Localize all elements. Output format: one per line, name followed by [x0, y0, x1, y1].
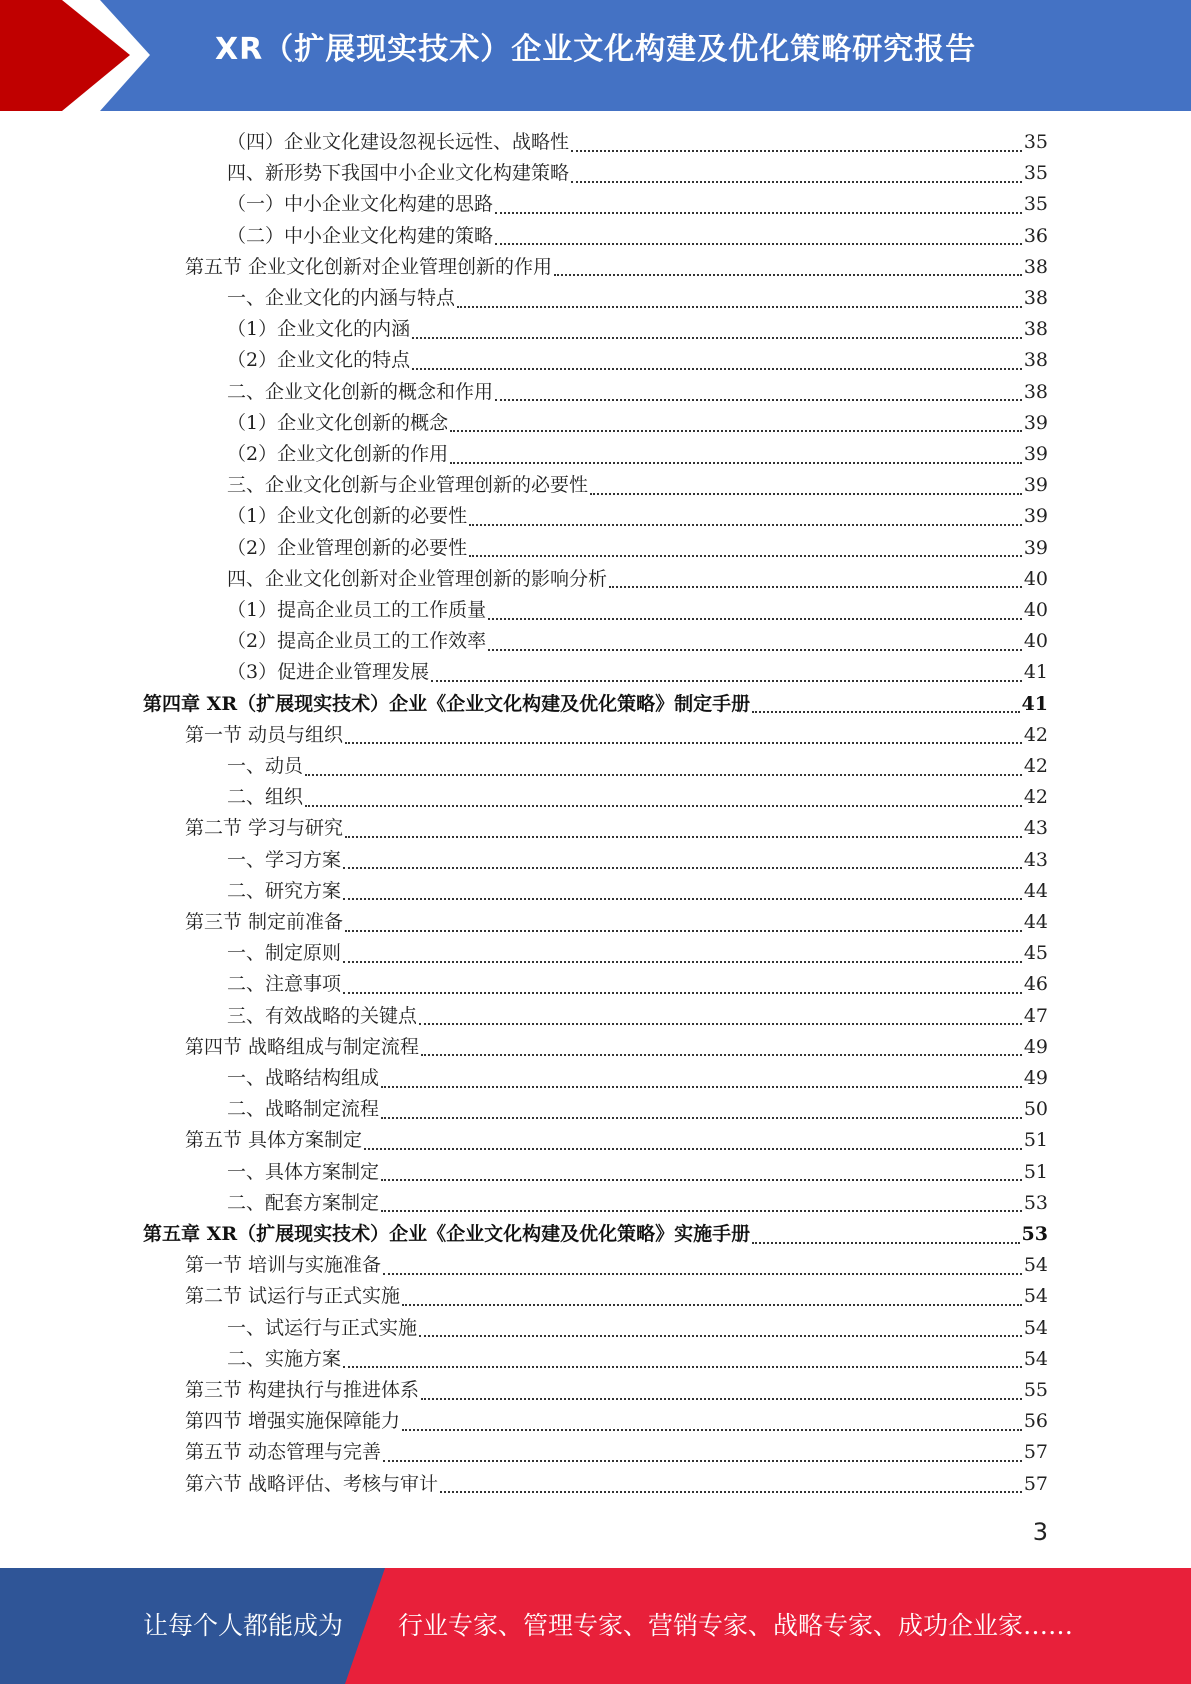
- toc-leader-dots: [381, 1179, 1022, 1181]
- toc-entry[interactable]: [227, 408, 1048, 439]
- toc-entry-title: 第一节 动员与组织: [185, 723, 344, 746]
- toc-entry-title: （1）企业文化创新的概念: [227, 411, 449, 434]
- toc-entry[interactable]: [227, 1188, 1048, 1219]
- toc-entry-page: 39: [1023, 505, 1048, 528]
- toc-entry-title: 一、企业文化的内涵与特点: [227, 287, 456, 309]
- toc-entry[interactable]: [227, 127, 1048, 158]
- toc-entry-page: 55: [1023, 1379, 1048, 1401]
- toc-entry[interactable]: [185, 907, 1048, 938]
- toc-leader-dots: [343, 992, 1022, 994]
- toc-entry[interactable]: [227, 283, 1048, 314]
- toc-entry[interactable]: [185, 1375, 1048, 1406]
- toc-leader-dots: [495, 243, 1022, 245]
- toc-entry[interactable]: [227, 564, 1048, 595]
- toc-entry[interactable]: [227, 626, 1048, 657]
- toc-entry[interactable]: [185, 1406, 1048, 1437]
- toc-leader-dots: [305, 774, 1022, 776]
- page-footer: [0, 1568, 1191, 1684]
- toc-entry-page: 42: [1023, 723, 1048, 746]
- toc-leader-dots: [383, 1460, 1022, 1462]
- toc-leader-dots: [571, 150, 1022, 152]
- page-header: [0, 0, 1191, 111]
- toc-leader-dots: [343, 1366, 1022, 1368]
- toc-entry-page: 39: [1023, 443, 1048, 465]
- toc-entry-title: （1）企业文化创新的必要性: [227, 505, 468, 528]
- toc-entry[interactable]: [185, 1250, 1048, 1281]
- toc-leader-dots: [364, 1148, 1022, 1150]
- toc-entry[interactable]: [227, 845, 1048, 876]
- toc-entry[interactable]: [227, 657, 1048, 688]
- toc-leader-dots: [450, 462, 1022, 464]
- toc-entry[interactable]: [227, 969, 1048, 1000]
- toc-leader-dots: [431, 680, 1022, 682]
- toc-entry-page: 51: [1023, 1160, 1048, 1183]
- toc-leader-dots: [752, 711, 1019, 713]
- toc-entry-page: 40: [1023, 630, 1048, 653]
- toc-entry-title: 二、企业文化创新的概念和作用: [227, 380, 494, 403]
- toc-entry[interactable]: [227, 1344, 1048, 1375]
- toc-entry-title: 四、企业文化创新对企业管理创新的影响分析: [227, 567, 608, 590]
- toc-leader-dots: [381, 1117, 1022, 1119]
- toc-entry[interactable]: [143, 1219, 1048, 1250]
- toc-leader-dots: [421, 1054, 1022, 1056]
- toc-entry-title: 四、新形势下我国中小企业文化构建策略: [227, 162, 570, 185]
- toc-entry[interactable]: [227, 1313, 1048, 1344]
- toc-entry-title: 第四节 增强实施保障能力: [185, 1410, 401, 1433]
- toc-entry-page: 46: [1023, 973, 1048, 996]
- toc-entry-title: （3）促进企业管理发展: [227, 661, 430, 684]
- toc-leader-dots: [590, 493, 1022, 495]
- toc-leader-dots: [571, 181, 1022, 183]
- toc-entry[interactable]: [227, 501, 1048, 532]
- toc-leader-dots: [419, 1023, 1022, 1025]
- toc-entry-page: 49: [1023, 1067, 1048, 1089]
- toc-entry-page: 39: [1023, 474, 1048, 497]
- toc-entry-page: 39: [1023, 536, 1048, 559]
- toc-entry[interactable]: [227, 938, 1048, 969]
- toc-entry-title: 第五节 具体方案制定: [185, 1129, 363, 1152]
- toc-leader-dots: [345, 742, 1022, 744]
- toc-leader-dots: [305, 805, 1022, 807]
- toc-entry[interactable]: [227, 439, 1048, 470]
- toc-leader-dots: [343, 961, 1022, 963]
- toc-entry[interactable]: [143, 689, 1048, 720]
- toc-entry[interactable]: [227, 1063, 1048, 1094]
- toc-entry[interactable]: [227, 782, 1048, 813]
- toc-entry[interactable]: [227, 751, 1048, 782]
- toc-entry-title: 第一节 培训与实施准备: [185, 1254, 382, 1277]
- report-title: XR（扩展现实技术）企业文化构建及优化策略研究报告: [215, 32, 977, 67]
- toc-entry-title: 一、动员: [227, 755, 304, 777]
- toc-entry[interactable]: [185, 252, 1048, 283]
- toc-entry-title: 第六节 战略评估、考核与审计: [185, 1472, 439, 1495]
- toc-entry-page: 57: [1023, 1472, 1048, 1495]
- toc-entry-title: 第三节 构建执行与推进体系: [185, 1379, 420, 1401]
- toc-entry-page: 43: [1023, 817, 1048, 840]
- toc-entry-page: 42: [1023, 755, 1048, 777]
- toc-entry-page: 43: [1023, 848, 1048, 871]
- toc-leader-dots: [752, 1242, 1019, 1244]
- toc-entry-title: （2）企业管理创新的必要性: [227, 536, 468, 559]
- toc-entry-title: 二、注意事项: [227, 973, 342, 996]
- toc-entry-title: 第五章 XR（扩展现实技术）企业《企业文化构建及优化策略》实施手册: [143, 1223, 751, 1245]
- toc-entry[interactable]: [227, 595, 1048, 626]
- toc-entry[interactable]: [227, 470, 1048, 501]
- toc-entry-page: 54: [1023, 1285, 1048, 1308]
- toc-entry[interactable]: [227, 345, 1048, 376]
- toc-entry-title: 二、战略制定流程: [227, 1098, 380, 1121]
- toc-entry-title: 第二节 学习与研究: [185, 817, 344, 840]
- toc-leader-dots: [450, 430, 1022, 432]
- toc-entry-page: 40: [1023, 599, 1048, 621]
- toc-entry-title: 二、研究方案: [227, 879, 342, 902]
- toc-leader-dots: [402, 1304, 1022, 1306]
- toc-entry-page: 44: [1023, 911, 1048, 933]
- toc-entry-title: （1）企业文化的内涵: [227, 318, 411, 341]
- toc-entry-title: 二、实施方案: [227, 1347, 342, 1370]
- toc-entry-title: 二、配套方案制定: [227, 1191, 380, 1214]
- toc-entry-title: （1）提高企业员工的工作质量: [227, 599, 487, 621]
- toc-entry-page: 40: [1023, 567, 1048, 590]
- toc-leader-dots: [343, 898, 1022, 900]
- toc-entry-page: 39: [1023, 411, 1048, 434]
- page-number: 3: [1032, 1518, 1048, 1546]
- toc-entry-title: 第三节 制定前准备: [185, 911, 344, 933]
- toc-entry[interactable]: [227, 533, 1048, 564]
- toc-leader-dots: [421, 1398, 1022, 1400]
- toc-entry-page: 38: [1023, 318, 1048, 341]
- toc-entry-page: 49: [1023, 1035, 1048, 1058]
- toc-entry-page: 54: [1023, 1316, 1048, 1339]
- toc-entry-title: 第五节 动态管理与完善: [185, 1441, 382, 1464]
- toc-leader-dots: [495, 399, 1022, 401]
- toc-leader-dots: [412, 337, 1022, 339]
- toc-entry-title: （2）企业文化的特点: [227, 349, 411, 372]
- toc-leader-dots: [345, 836, 1022, 838]
- toc-entry[interactable]: [227, 158, 1048, 189]
- toc-leader-dots: [412, 368, 1022, 370]
- toc-entry-page: 35: [1023, 162, 1048, 185]
- toc-entry-page: 56: [1023, 1410, 1048, 1433]
- toc-leader-dots: [381, 1086, 1022, 1088]
- toc-leader-dots: [488, 649, 1022, 651]
- toc-entry[interactable]: [185, 1032, 1048, 1063]
- toc-entry[interactable]: [185, 1469, 1048, 1500]
- toc-entry-page: 38: [1023, 287, 1048, 309]
- toc-entry-title: 第四章 XR（扩展现实技术）企业《企业文化构建及优化策略》制定手册: [143, 692, 751, 715]
- toc-entry-title: （2）企业文化创新的作用: [227, 443, 449, 465]
- toc-entry[interactable]: [227, 1157, 1048, 1188]
- toc-entry-title: （2）提高企业员工的工作效率: [227, 630, 487, 653]
- toc-entry-page: 38: [1023, 349, 1048, 372]
- footer-slogan-right: 行业专家、管理专家、营销专家、战略专家、成功企业家……: [398, 1611, 1074, 1640]
- toc-entry-page: 57: [1023, 1441, 1048, 1464]
- toc-leader-dots: [469, 524, 1022, 526]
- toc-entry-page: 47: [1023, 1004, 1048, 1027]
- toc-entry-title: （一）中小企业文化构建的思路: [227, 193, 494, 216]
- footer-slogan-left: 让每个人都能成为: [143, 1611, 344, 1640]
- toc-entry[interactable]: [227, 221, 1048, 252]
- toc-entry-page: 38: [1023, 380, 1048, 403]
- toc-entry-page: 53: [1023, 1191, 1048, 1214]
- toc-leader-dots: [402, 1429, 1022, 1431]
- toc-leader-dots: [383, 1273, 1022, 1275]
- toc-entry-page: 41: [1021, 692, 1048, 715]
- toc-entry[interactable]: [227, 876, 1048, 907]
- toc-entry-title: （二）中小企业文化构建的策略: [227, 224, 494, 247]
- toc-leader-dots: [495, 212, 1022, 214]
- toc-entry-title: 一、学习方案: [227, 848, 342, 871]
- toc-leader-dots: [419, 1335, 1022, 1337]
- toc-entry-page: 42: [1023, 786, 1048, 809]
- toc-entry[interactable]: [185, 1281, 1048, 1312]
- toc-entry[interactable]: [185, 813, 1048, 844]
- toc-entry[interactable]: [227, 189, 1048, 220]
- toc-entry-page: 35: [1023, 131, 1048, 153]
- toc-entry-page: 45: [1023, 942, 1048, 965]
- toc-entry-title: 一、具体方案制定: [227, 1160, 380, 1183]
- toc-entry-page: 51: [1023, 1129, 1048, 1152]
- toc-leader-dots: [343, 867, 1022, 869]
- toc-leader-dots: [345, 930, 1022, 932]
- toc-entry[interactable]: [227, 314, 1048, 345]
- toc-leader-dots: [488, 618, 1022, 620]
- toc-entry-title: （四）企业文化建设忽视长远性、战略性: [227, 131, 570, 153]
- toc-entry-page: 54: [1023, 1347, 1048, 1370]
- toc-entry-page: 50: [1023, 1098, 1048, 1121]
- toc-entry-page: 36: [1023, 224, 1048, 247]
- toc-entry-title: 二、组织: [227, 786, 304, 809]
- toc-entry-page: 35: [1023, 193, 1048, 216]
- toc-entry-title: 一、试运行与正式实施: [227, 1316, 418, 1339]
- toc-leader-dots: [554, 274, 1022, 276]
- toc-entry[interactable]: [185, 1125, 1048, 1156]
- toc-entry[interactable]: [185, 720, 1048, 751]
- toc-entry-page: 38: [1023, 255, 1048, 278]
- toc-entry-page: 44: [1023, 879, 1048, 902]
- toc-entry-title: 第五节 企业文化创新对企业管理创新的作用: [185, 255, 553, 278]
- toc-entry-title: 第四节 战略组成与制定流程: [185, 1035, 420, 1058]
- toc-entry[interactable]: [227, 1001, 1048, 1032]
- toc-entry-title: 第二节 试运行与正式实施: [185, 1285, 401, 1308]
- toc-entry-page: 54: [1023, 1254, 1048, 1277]
- toc-leader-dots: [609, 586, 1022, 588]
- toc-leader-dots: [381, 1210, 1022, 1212]
- toc-entry-title: 三、有效战略的关键点: [227, 1004, 418, 1027]
- toc-entry-page: 41: [1023, 661, 1048, 684]
- toc-entry-page: 53: [1021, 1223, 1048, 1245]
- toc-entry[interactable]: [227, 1094, 1048, 1125]
- toc-leader-dots: [440, 1491, 1022, 1493]
- toc-entry-title: 一、制定原则: [227, 942, 342, 965]
- toc-entry-title: 三、企业文化创新与企业管理创新的必要性: [227, 474, 589, 497]
- toc-entry-title: 一、战略结构组成: [227, 1067, 380, 1089]
- toc-entry[interactable]: [227, 377, 1048, 408]
- toc-leader-dots: [469, 555, 1022, 557]
- toc-leader-dots: [457, 306, 1022, 308]
- toc-entry[interactable]: [185, 1437, 1048, 1468]
